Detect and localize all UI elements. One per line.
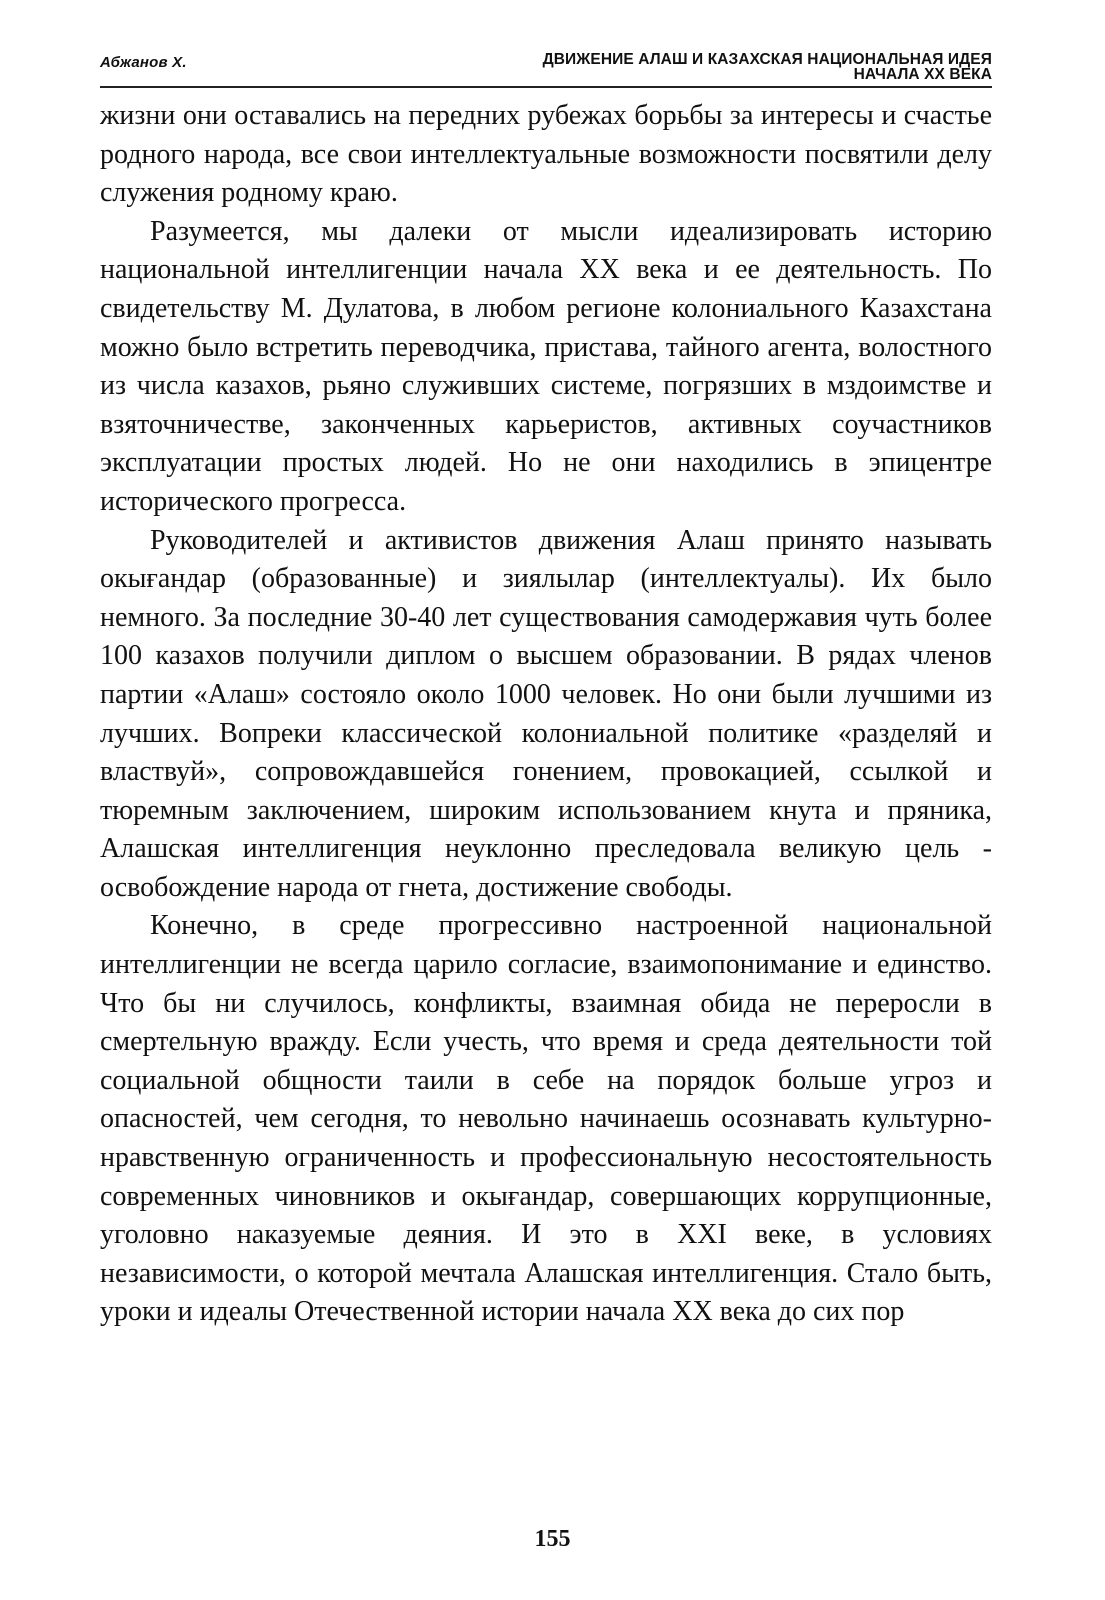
running-header — [100, 50, 992, 86]
body-text — [100, 97, 992, 1332]
paragraph-4: Конечно, в среде прогрессивно настроенной национальной интеллигенции не всегда царило согласие, взаимопонимание и единство. Что бы ни случилось, конфликты, взаимная обида не переросли в смертельную вражду. Если учесть, что время и среда деятельности той социальной общности таили в себе на порядок больше угроз и опасностей, чем сегодня, то невольно начинаешь осознавать культурно-нравственную ограниченность и профессиональную несостоятельность современных чиновников и окығандар, совершающих коррупционные, уголовно наказуемые деяния. И это в XXI веке, в условиях независимости, о которой мечтала Алашская интеллигенция. Стало быть, уроки и идеалы Отечественной истории начала XX века до сих пор — [100, 910, 992, 1328]
page-number: 155 — [534, 1526, 571, 1552]
header-title-line-1: ДВИЖЕНИЕ АЛАШ И КАЗАХСКАЯ НАЦИОНАЛЬНАЯ ИДЕЯ — [542, 51, 992, 68]
paragraph-1: жизни они оставались на передних рубежах борьбы за интересы и счастье родного народа, все свои интеллектуальные возможности посвятили делу служения родному краю. — [100, 100, 992, 209]
header-rule — [100, 86, 992, 88]
paragraph-3: Руководителей и активистов движения Алаш принято называть окығандар (образованные) и зиялылар (интеллектуалы). Их было немного. За последние 30-40 лет существования самодержавия чуть более 100 казахов получили диплом о высшем образовании. В рядах членов партии «Алаш» состояло около 1000 человек. Но они были лучшими из лучших. Вопреки классической колониальной политике «разделяй и властвуй», сопровождавшейся гонением, провокацией, ссылкой и тюремным заключением, широким использованием кнута и пряника, Алашская интеллигенция неуклонно преследовала великую цель - освобождение народа от гнета, достижение свободы. — [100, 524, 992, 903]
header-title-line-2: НАЧАЛА XX ВЕКА — [853, 66, 992, 83]
header-author: Абжанов Х. — [100, 54, 187, 71]
paragraph-2: Разумеется, мы далеки от мысли идеализировать историю национальной интеллигенции начала XX века и ее деятельность. По свидетельству М. Дулатова, в любом регионе колониального Казахстана можно было встретить переводчика, пристава, тайного агента, волостного из числа казахов, рьяно служивших системе, погрязших в мздоимстве и взяточничестве, законченных карьеристов, активных соучастников эксплуатации простых людей. Но не они находились в эпицентре исторического прогресса. — [100, 215, 992, 517]
header-title — [543, 52, 992, 82]
